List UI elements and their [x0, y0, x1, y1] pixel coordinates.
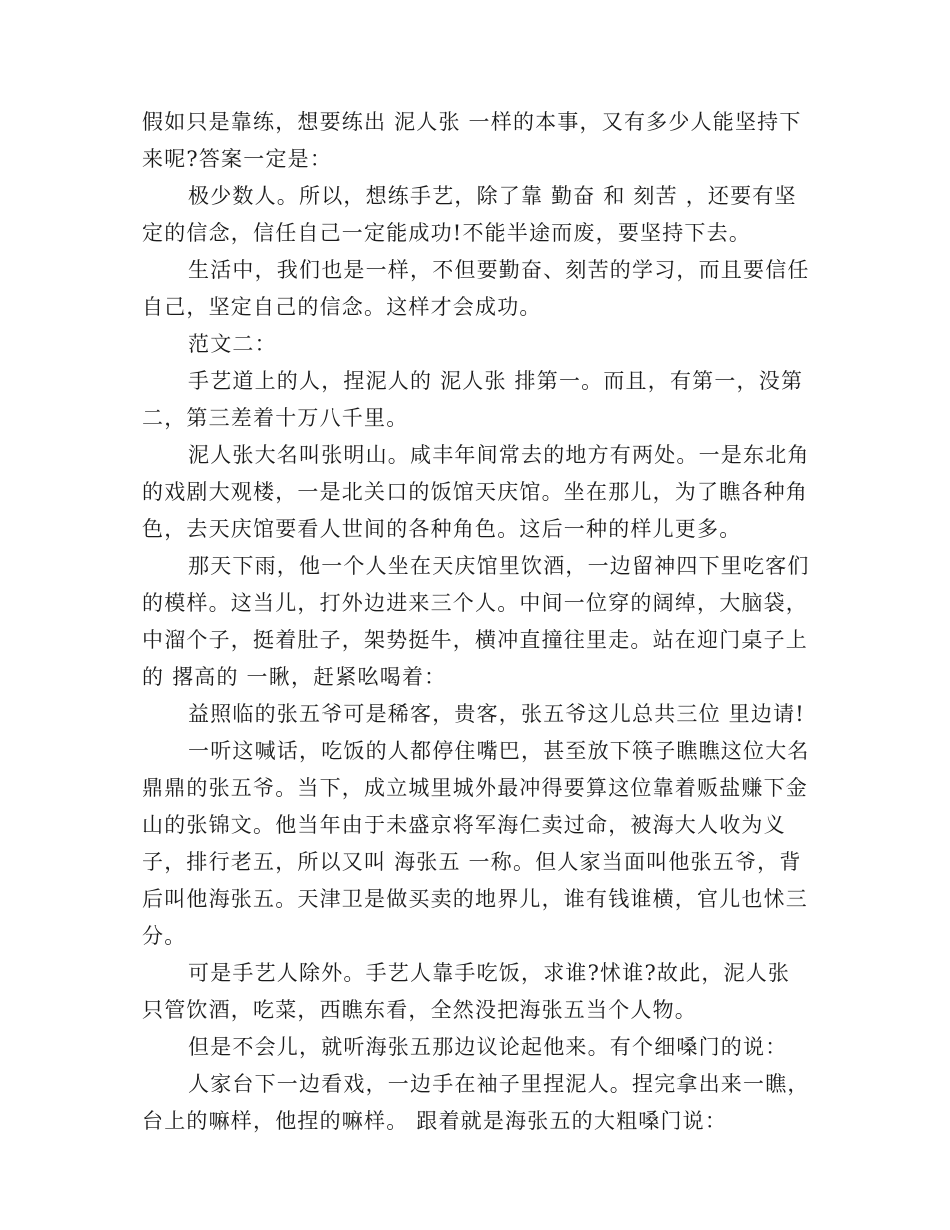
- paragraph-1: 假如只是靠练，想要练出 泥人张 一样的本事，又有多少人能坚持下来呢?答案一定是：: [142, 110, 802, 171]
- section-heading-fanwen-er: 范文二：: [188, 332, 277, 356]
- paragraph-6: 泥人张大名叫张明山。咸丰年间常去的地方有两处。一是东北角的戏剧大观楼，一是北关口的饭馆天庆馆。坐在那儿，为了瞧各种角色，去天庆馆要看人世间的各种角色。这后一种的样儿更多。: [142, 443, 810, 541]
- document-body: [142, 104, 812, 1140]
- paragraph-7: 那天下雨，他一个人坐在天庆馆里饮酒，一边留神四下里吃客们的模样。这当儿，打外边进来三个人。中间一位穿的阔绰，大脑袋，中溜个子，挺着肚子，架势挺牛，横冲直撞往里走。站在迎门桌子上的 撂高的 一瞅，赶紧吆喝着：: [142, 554, 810, 689]
- paragraph-8: 益照临的张五爷可是稀客，贵客，张五爷这儿总共三位 里边请!: [188, 702, 805, 726]
- paragraph-5: 手艺道上的人，捏泥人的 泥人张 排第一。而且，有第一，没第二，第三差着十万八千里。: [142, 369, 804, 430]
- paragraph-12: 人家台下一边看戏，一边手在袖子里捏泥人。捏完拿出来一瞧，台上的嘛样，他捏的嘛样。 跟着就是海张五的大粗嗓门说：: [142, 1072, 810, 1133]
- paragraph-11: 但是不会儿，就听海张五那边议论起他来。有个细嗓门的说：: [188, 1035, 788, 1059]
- paragraph-2: 极少数人。所以，想练手艺，除了靠 勤奋 和 刻苦 ，还要有坚定的信念，信任自己一定能成功!不能半途而废，要坚持下去。: [142, 184, 797, 245]
- paragraph-10: 可是手艺人除外。手艺人靠手吃饭，求谁?怵谁?故此，泥人张只管饮酒，吃菜，西瞧东看，全然没把海张五当个人物。: [142, 961, 791, 1022]
- paragraph-3: 生活中，我们也是一样，不但要勤奋、刻苦的学习，而且要信任自己，坚定自己的信念。这样才会成功。: [142, 258, 810, 319]
- paragraph-9: 一听这喊话，吃饭的人都停住嘴巴，甚至放下筷子瞧瞧这位大名鼎鼎的张五爷。当下，成立城里城外最冲得要算这位靠着贩盐赚下金山的张锦文。他当年由于未盛京将军海仁卖过命，被海大人收为义子，排行老五，所以又叫 海张五 一称。但人家当面叫他张五爷，背后叫他海张五。天津卫是做买卖的地界儿，谁有钱谁横，官儿也怵三分。: [142, 739, 810, 948]
